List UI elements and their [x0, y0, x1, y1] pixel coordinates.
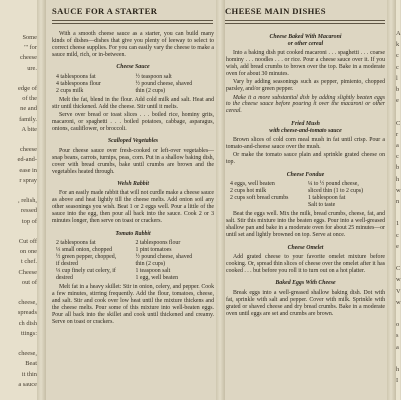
intro-paragraph: With a smooth cheese sauce as a starter, you can build many kinds of dishes—dishes that give you plenty of leeway to select to correct cheese supplies. For you can easily vary the cheese to make a sauce mild, rich, or in-between.: [52, 31, 214, 58]
left-page-fragment: [1, 228, 37, 236]
recipe-title: Scalloped Vegetables: [107, 138, 159, 145]
right-page-fragment: c: [396, 231, 399, 239]
ingredient: thin (2 cups): [135, 87, 166, 94]
ingredient: ¼ to ½ pound cheese,: [308, 181, 359, 188]
left-page-fragment: ease in: [19, 166, 37, 174]
left-page-fragment: [1, 340, 37, 348]
right-page-fragment: a: [396, 142, 399, 149]
recipe-title: Welsh Rabbit: [117, 181, 149, 188]
right-page-fragment: c: [396, 52, 399, 60]
ingredient: ⅓ cup finely cut celery, if: [56, 268, 116, 275]
right-page-fragment: b: [396, 164, 400, 172]
left-page-fragment: cheese,: [18, 299, 37, 307]
left-page-fragment: on one: [19, 248, 37, 256]
ingredients-left: [56, 240, 132, 282]
right-page-fragment: h: [396, 175, 400, 183]
recipe-paragraph: Beat the eggs well. Mix the milk, bread crumbs, cheese, fat, and salt. Stir this mixture into the beaten eggs. Pour into a well-greased shallow pan and bake in a moderate oven for about 25 minutes—or until set and lightly browned on top. Serve at once.: [226, 211, 385, 239]
left-page-fragment: cheese,: [18, 350, 37, 358]
page-fold-center: [216, 0, 225, 400]
ingredient: ½ pound cheese, shaved: [135, 254, 193, 261]
ingredient-list: [52, 74, 214, 95]
left-page-fragment: Cheese: [18, 268, 37, 276]
right-page-fragment: l: [396, 74, 398, 82]
recipe-title: Baked Eggs With Cheese: [275, 280, 336, 287]
right-page-fragment: C: [396, 265, 401, 273]
ingredient: 2 cups soft bread crumbs: [230, 195, 289, 202]
left-page-fragment: spreads: [17, 309, 37, 317]
recipe-paragraph: Into a baking dish put cooked macaroni . . . spaghetti . . . coarse hominy . . . noodles . . . or rice. Pour a cheese sauce over it. If you wish, add bread crumbs to brown over the top. Bake in a moderate oven for about 30 minutes.: [226, 50, 385, 78]
left-page-fragment: ressed: [21, 207, 37, 215]
right-page-fragment: n: [396, 198, 400, 205]
recipe-title-line: Fried Mush: [291, 120, 320, 127]
ingredient: desired: [56, 274, 73, 281]
ingredient-list: [226, 181, 385, 209]
header-rule: [52, 20, 213, 21]
right-page-fragment: b: [396, 86, 400, 93]
left-page-fragment: ne and: [20, 105, 37, 113]
recipe-title-line: or other cereal: [287, 40, 324, 47]
ingredients-right: [308, 181, 382, 209]
recipe-title-line: Cheese Baked With Macaroni: [269, 34, 342, 40]
left-page-fragment: [1, 187, 37, 195]
right-page-fragment: c: [396, 63, 399, 71]
recipe-title: Cheese Omelet: [287, 244, 324, 251]
left-page-fragment: a sauce: [18, 380, 37, 388]
column-cheese-main-dishes: [225, 0, 387, 400]
left-page-fragment: ed-and-: [17, 156, 37, 164]
recipe-paragraph: Add grated cheese to your favorite omelet mixture before cooking. Or, spread thin slices of cheese over the omelet after it has cooked . . . but before you roll it to turn out on a hot platter.: [226, 253, 385, 274]
ingredient: 2 tablespoons flour: [135, 240, 181, 247]
column-body: [52, 31, 214, 327]
ingredient: ⅓ small onion, chopped: [56, 247, 112, 254]
left-page-fragment: it thin: [21, 370, 37, 378]
right-page-fragment: e: [396, 242, 399, 250]
left-page-fragment: cheese: [19, 54, 37, 62]
header-rule: [225, 20, 385, 21]
left-page-fragment: ch dish: [18, 319, 37, 327]
recipe-title: Tomato Rabbit: [115, 230, 151, 237]
right-page-fragment: w: [396, 298, 401, 306]
left-page-fragment: ttings:: [21, 329, 37, 337]
right-page-fragment: I: [396, 377, 399, 385]
header-rule-double: [225, 23, 385, 24]
page-fold-left: [37, 0, 46, 400]
left-page-fragment: of the: [22, 95, 37, 103]
right-page-fragment: w: [396, 186, 401, 194]
right-page-fragment: e: [396, 97, 399, 105]
section-header: SAUCE FOR A STARTER: [52, 6, 158, 16]
left-page-fragment: ure.: [27, 64, 37, 72]
recipe-paragraph: Vary by adding seasonings such as pepper, pimiento, chopped parsley, and/or green pepper.: [226, 79, 385, 93]
ingredient: 2 tablespoons fat: [56, 240, 96, 247]
right-page-fragment: A: [396, 30, 401, 37]
recipe-title: Cheese Sauce: [116, 64, 150, 71]
ingredient: 1 egg, well beaten: [135, 274, 179, 281]
recipe-paragraph: Pour cheese sauce over fresh-cooked or left-over vegetables—snap beans, carrots, turnips, peas, corn. Put in a shallow baking dish, cover with bread crumbs, bake until crumbs are brown and the vegetables heated through.: [52, 147, 214, 175]
recipe-title: Cheese Fondue: [286, 171, 325, 178]
left-page-fragment: , relish,: [18, 197, 37, 205]
ingredient: 4 eggs, well beaten: [230, 181, 275, 188]
method-paragraph: Melt the fat, blend in the flour. Add cold milk and salt. Heat and stir until thickened. Add the cheese. Stir until it melts.: [52, 96, 214, 110]
ingredient: ½ pound cheese, shaved: [135, 80, 193, 87]
left-page-fragment: family.: [19, 115, 37, 123]
right-page-fragment: h: [396, 366, 400, 373]
ingredient: 1 pint tomatoes: [135, 247, 172, 254]
ingredient: sliced thin (1 to 2 cups): [308, 188, 364, 195]
right-page-fragment: 1: [396, 220, 400, 228]
recipe-paragraph: Brown slices of cold corn meal mush in fat until crisp. Pour a tomato-and-cheese sauce over the mush.: [226, 137, 385, 151]
left-page-fragment: '" for: [24, 44, 37, 52]
right-page-fragment: k: [396, 41, 400, 49]
serving-paragraph: Serve over bread or toast slices . . . boiled rice, hominy grits, macaroni, or spaghetti . . . boiled potatoes, cabbage, asparagus, onions, cauliflower, or broccoli.: [52, 111, 214, 132]
column-sauce-for-a-starter: [46, 0, 216, 400]
ingredient: 4 tablespoons flour: [56, 80, 101, 87]
recipe-paragraph: For an easily made rabbit that will not curdle make a cheese sauce as above and heat lightly till the cheese melts. Add onion soil any other seasonings you wish. Beat 1 or 2 eggs well. Pour a little of the sauce into the egg, then pour all back into the sauce. Cook 2 or 3 minutes longer, then serve on toast or crackers.: [52, 190, 214, 225]
ingredient: thin (2 cups): [135, 261, 166, 268]
recipe-paragraph: Melt fat in a heavy skillet: Stir in onion, celery, and pepper. Cook a few minutes, stirring frequently. Add the flour, tomatoes, cheese, and salt. Stir and cook over low heat until the mixture thickens and the cheese melts. Pour some of this mixture into well-beaten eggs. Pour all back into the skillet and cook until thickened and creamy. Serve on toast or crackers.: [52, 284, 214, 325]
right-page-fragment: w: [396, 276, 401, 284]
ingredients-right: [136, 74, 212, 95]
left-page-fragment: t chef.: [21, 258, 37, 266]
right-page-edge: [396, 0, 400, 400]
left-page-fragment: out of: [21, 278, 37, 286]
ingredient: 2 cups hot milk: [230, 188, 267, 195]
right-page-fragment: o: [396, 321, 400, 329]
left-page-fragment: Beat: [25, 360, 37, 368]
right-page-fragment: r: [396, 130, 399, 138]
left-page-fragment: Cut off: [18, 238, 37, 245]
ingredients-left: [56, 74, 132, 95]
recipe-paragraph: Or make the tomato sauce plain and sprinkle grated cheese on top.: [226, 152, 385, 166]
left-page-fragment: [1, 289, 37, 297]
page-fold-right: [387, 0, 399, 400]
recipe-title-line: with cheese-and-tomato sauce: [269, 127, 342, 134]
right-page-fragment: s: [396, 332, 399, 340]
right-page-fragment: V: [396, 287, 401, 295]
ingredient: 1 tablespoon fat: [308, 195, 346, 202]
recipe-paragraph: Break eggs into a well-greased shallow baking dish. Dot with fat, sprinkle with salt and pepper. Cover with milk. Sprinkle with grated or shaved cheese and dry bread crumbs. Bake in a moderate oven until eggs are set and crumbs are brown.: [226, 289, 385, 317]
column-body: [226, 31, 385, 319]
ingredient: Salt to taste: [308, 202, 336, 209]
header-rule-double: [52, 23, 213, 24]
ingredient: 4 tablespoons fat: [56, 73, 96, 80]
left-page-fragment: r spray: [19, 176, 37, 184]
ingredient: if desired: [56, 261, 78, 268]
right-page-fragment: C: [396, 119, 401, 127]
left-page-edge: [0, 0, 37, 400]
recipe-paragraph: Make it a more substantial dish by adding slightly beaten eggs to the cheese sauce before pouring it over the macaroni or other cereal.: [226, 94, 385, 115]
ingredient: 1 teaspoon salt: [135, 268, 171, 275]
recipe-title: [226, 34, 385, 48]
left-page-fragment: top of: [21, 217, 37, 225]
recipe-title: [226, 121, 385, 135]
ingredient: ½ green pepper, chopped,: [56, 254, 117, 261]
ingredient-list: [52, 240, 214, 282]
left-page-fragment: A bite: [21, 125, 37, 133]
ingredient: ½ teaspoon salt: [135, 73, 172, 80]
section-header: CHEESE MAIN DISHES: [225, 6, 326, 16]
left-page-fragment: cheese: [19, 146, 37, 154]
right-page-fragment: a: [396, 343, 399, 351]
left-page-fragment: Some: [22, 34, 37, 41]
right-page-fragment: c: [396, 153, 399, 161]
left-page-fragment: edge of: [18, 85, 37, 92]
left-page-fragment: [1, 75, 37, 83]
ingredient: 2 cups milk: [56, 87, 84, 94]
ingredients-right: [136, 240, 212, 282]
ingredients-left: [230, 181, 304, 209]
left-page-fragment: [1, 136, 37, 144]
